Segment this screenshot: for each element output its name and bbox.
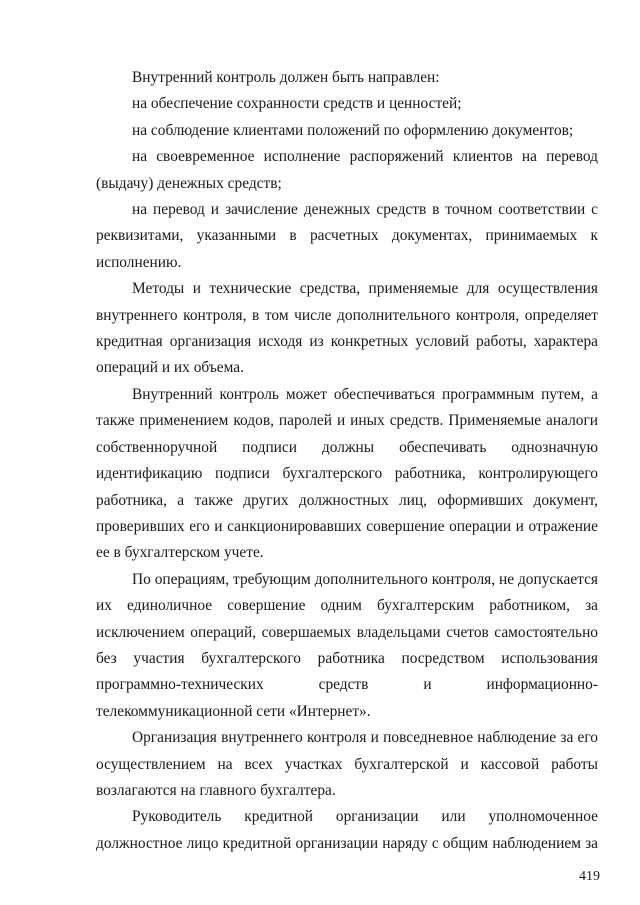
paragraph-6: Методы и технические средства, применяемые для осуществления внутреннего контроля, в том числе дополнительного контроля, определяет кредитная организация исходя из конкретных условий работы, характера операций и их объема. <box>96 280 598 377</box>
paragraph-9: Организация внутреннего контроля и повседневное наблюдение за его осуществлением на всех участках бухгалтерской и кассовой работы возлагаются на главного бухгалтера. <box>96 729 598 799</box>
paragraph-8: По операциям, требующим дополнительного контроля, не допускается их единоличное совершение одним бухгалтерским работником, за исключением операций, совершаемых владельцами счетов самостоятельно без участия бухгалтерского работника посредством использования программно-технических средств и информационно-телекоммуникационной сети «Интернет». <box>96 570 598 720</box>
paragraph-4: на своевременное исполнение распоряжений клиентов на перевод (выдачу) денежных средств; <box>96 148 598 192</box>
paragraph-3: на соблюдение клиентами положений по оформлению документов; <box>132 121 574 139</box>
paragraph-10: Руководитель кредитной организации или уполномоченное должностное лицо кредитной организации наряду с общим наблюдением за <box>96 808 598 852</box>
paragraph-5: на перевод и зачисление денежных средств в точном соответствии с реквизитами, указанными в расчетных документах, принимаемых к исполнению. <box>96 201 598 271</box>
page-number: 419 <box>579 869 600 884</box>
paragraph-7: Внутренний контроль может обеспечиваться программным путем, а также применением кодов, паролей и иных средств. Применяемые аналоги собственноручной подписи должны обеспечивать однозначную идентификацию подписи бухгалтерского работника, контролирующего работника, а также других должностных лиц, оформивших документ, проверивших его и санкционировавших совершение операции и отражение ее в бухгалтерском учете. <box>96 385 598 562</box>
paragraph-2: на обеспечение сохранности средств и ценностей; <box>132 95 462 113</box>
paragraph-1: Внутренний контроль должен быть направлен: <box>132 69 440 86</box>
